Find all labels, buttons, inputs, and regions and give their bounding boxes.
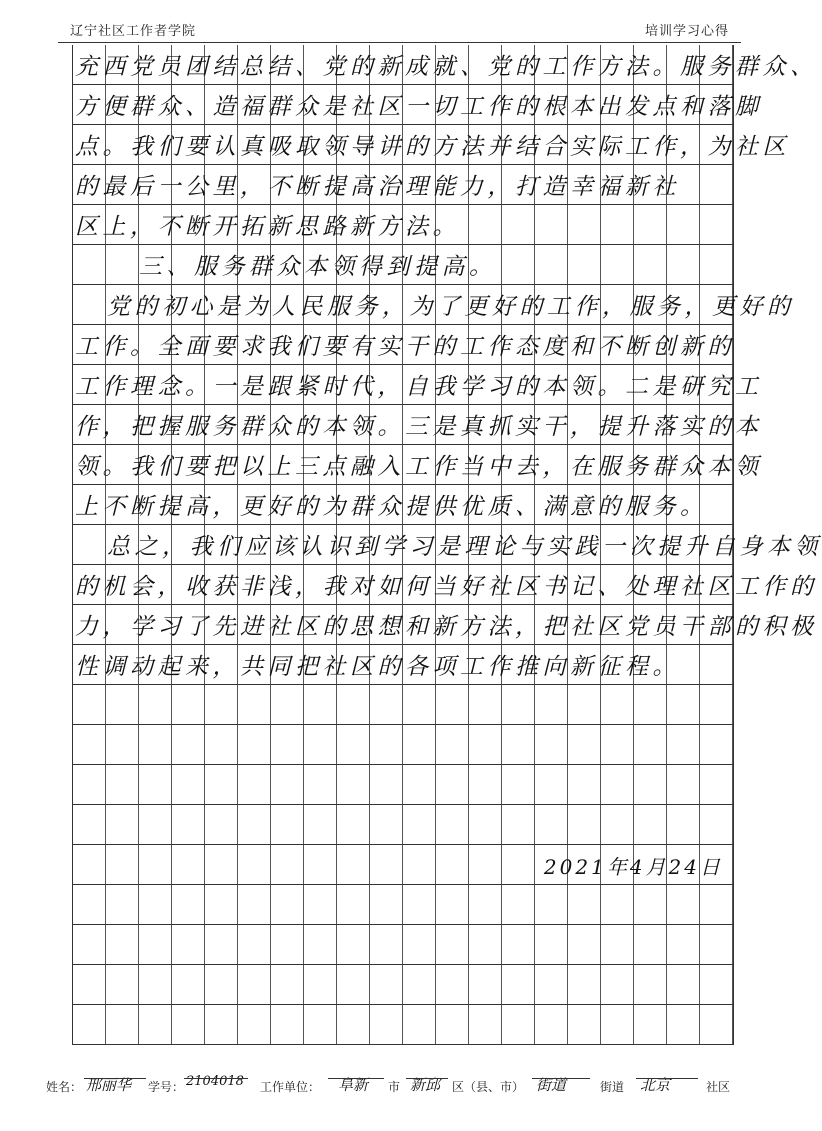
grid-row [73, 285, 795, 325]
grid-row [73, 565, 818, 605]
grid-row [73, 45, 818, 85]
footer-city-underline [328, 1078, 384, 1079]
grid-row [73, 445, 763, 485]
grid-row [73, 725, 733, 765]
grid-row [73, 205, 733, 245]
handwritten-line: 充西党员团结总结、党的新成就、党的工作方法。服务群众、 [75, 54, 818, 80]
grid-row [73, 885, 733, 925]
handwritten-line: 性调动起来，共同把社区的各项工作推向新征程。 [75, 654, 680, 680]
footer-community-underline [636, 1078, 698, 1079]
handwritten-line: 区上，不断开拓新思路新方法。 [75, 214, 460, 240]
grid-row [73, 685, 733, 725]
header-divider [58, 42, 741, 43]
grid-row [73, 405, 763, 445]
handwritten-line: 上不断提高，更好的为群众提供优质、满意的服务。 [75, 494, 708, 520]
grid-row [73, 365, 763, 405]
footer-district-value: 新邱 [410, 1076, 441, 1094]
handwritten-line: 工作理念。一是跟紧时代，自我学习的本领。二是研究工 [75, 374, 763, 400]
grid-row [73, 165, 733, 205]
signature-date: 2021年4月24日 [543, 855, 723, 879]
footer-street-suffix: 街道 [600, 1080, 625, 1094]
grid-row [73, 765, 733, 805]
footer-id-value: 2104018 [186, 1074, 244, 1089]
handwritten-line: 力，学习了先进社区的思想和新方法，把社区党员干部的积极 [75, 614, 818, 640]
handwritten-line: 作，把握服务群众的本领。三是真抓实干，提升落实的本 [75, 414, 763, 440]
footer-community-suffix: 社区 [706, 1080, 731, 1094]
grid-row [73, 485, 733, 525]
footer-name-value: 邢丽华 [86, 1076, 132, 1094]
grid-row [73, 1005, 733, 1045]
footer-community-value: 北京 [640, 1076, 671, 1094]
footer-name-underline [84, 1078, 146, 1079]
handwritten-line: 工作。全面要求我们要有实干的工作态度和不断创新的 [75, 334, 735, 360]
grid-row [73, 245, 733, 285]
footer-street-value: 街道 [536, 1076, 567, 1094]
grid-row [73, 925, 733, 965]
grid-row [73, 645, 733, 685]
handwritten-line: 的最后一公里，不断提高治理能力，打造幸福新社 [75, 174, 680, 200]
footer-street-underline [532, 1078, 590, 1079]
grid-row [73, 325, 733, 365]
grid-row [73, 525, 822, 565]
grid-row [73, 85, 763, 125]
handwritten-line: 的机会，收获非浅，我对如何当好社区书记、处理社区工作的 [75, 574, 818, 600]
grid-row [73, 605, 818, 645]
grid-row [73, 965, 733, 1005]
footer-id-underline [184, 1078, 248, 1079]
handwritten-line: 总之，我们应该认识到学习是理论与实践一次提升自身本领 [107, 534, 822, 560]
footer-id-label: 学号： [148, 1080, 185, 1094]
footer-name-label: 姓名： [46, 1080, 83, 1094]
footer-city-suffix: 市 [388, 1080, 401, 1094]
grid-row [73, 805, 733, 845]
grid-row [73, 125, 790, 165]
footer-district-underline [406, 1078, 448, 1079]
footer-unit-label: 工作单位： [260, 1080, 321, 1094]
handwritten-line: 点。我们要认真吸取领导讲的方法并结合实际工作，为社区 [75, 134, 790, 160]
writing-grid [72, 45, 822, 1045]
header-school-name: 辽宁社区工作者学院 [70, 24, 197, 39]
grid-row [73, 845, 733, 885]
footer-city-value: 阜新 [338, 1076, 369, 1094]
footer-district-suffix: 区（县、市） [452, 1080, 525, 1094]
header-doc-type: 培训学习心得 [644, 24, 729, 39]
handwritten-line: 方便群众、造福群众是社区一切工作的根本出发点和落脚 [75, 94, 763, 120]
handwritten-line: 党的初心是为人民服务，为了更好的工作，服务，更好的 [107, 294, 795, 320]
handwritten-line: 领。我们要把以上三点融入工作当中去，在服务群众本领 [75, 454, 763, 480]
handwritten-line: 三、服务群众本领得到提高。 [139, 254, 497, 280]
